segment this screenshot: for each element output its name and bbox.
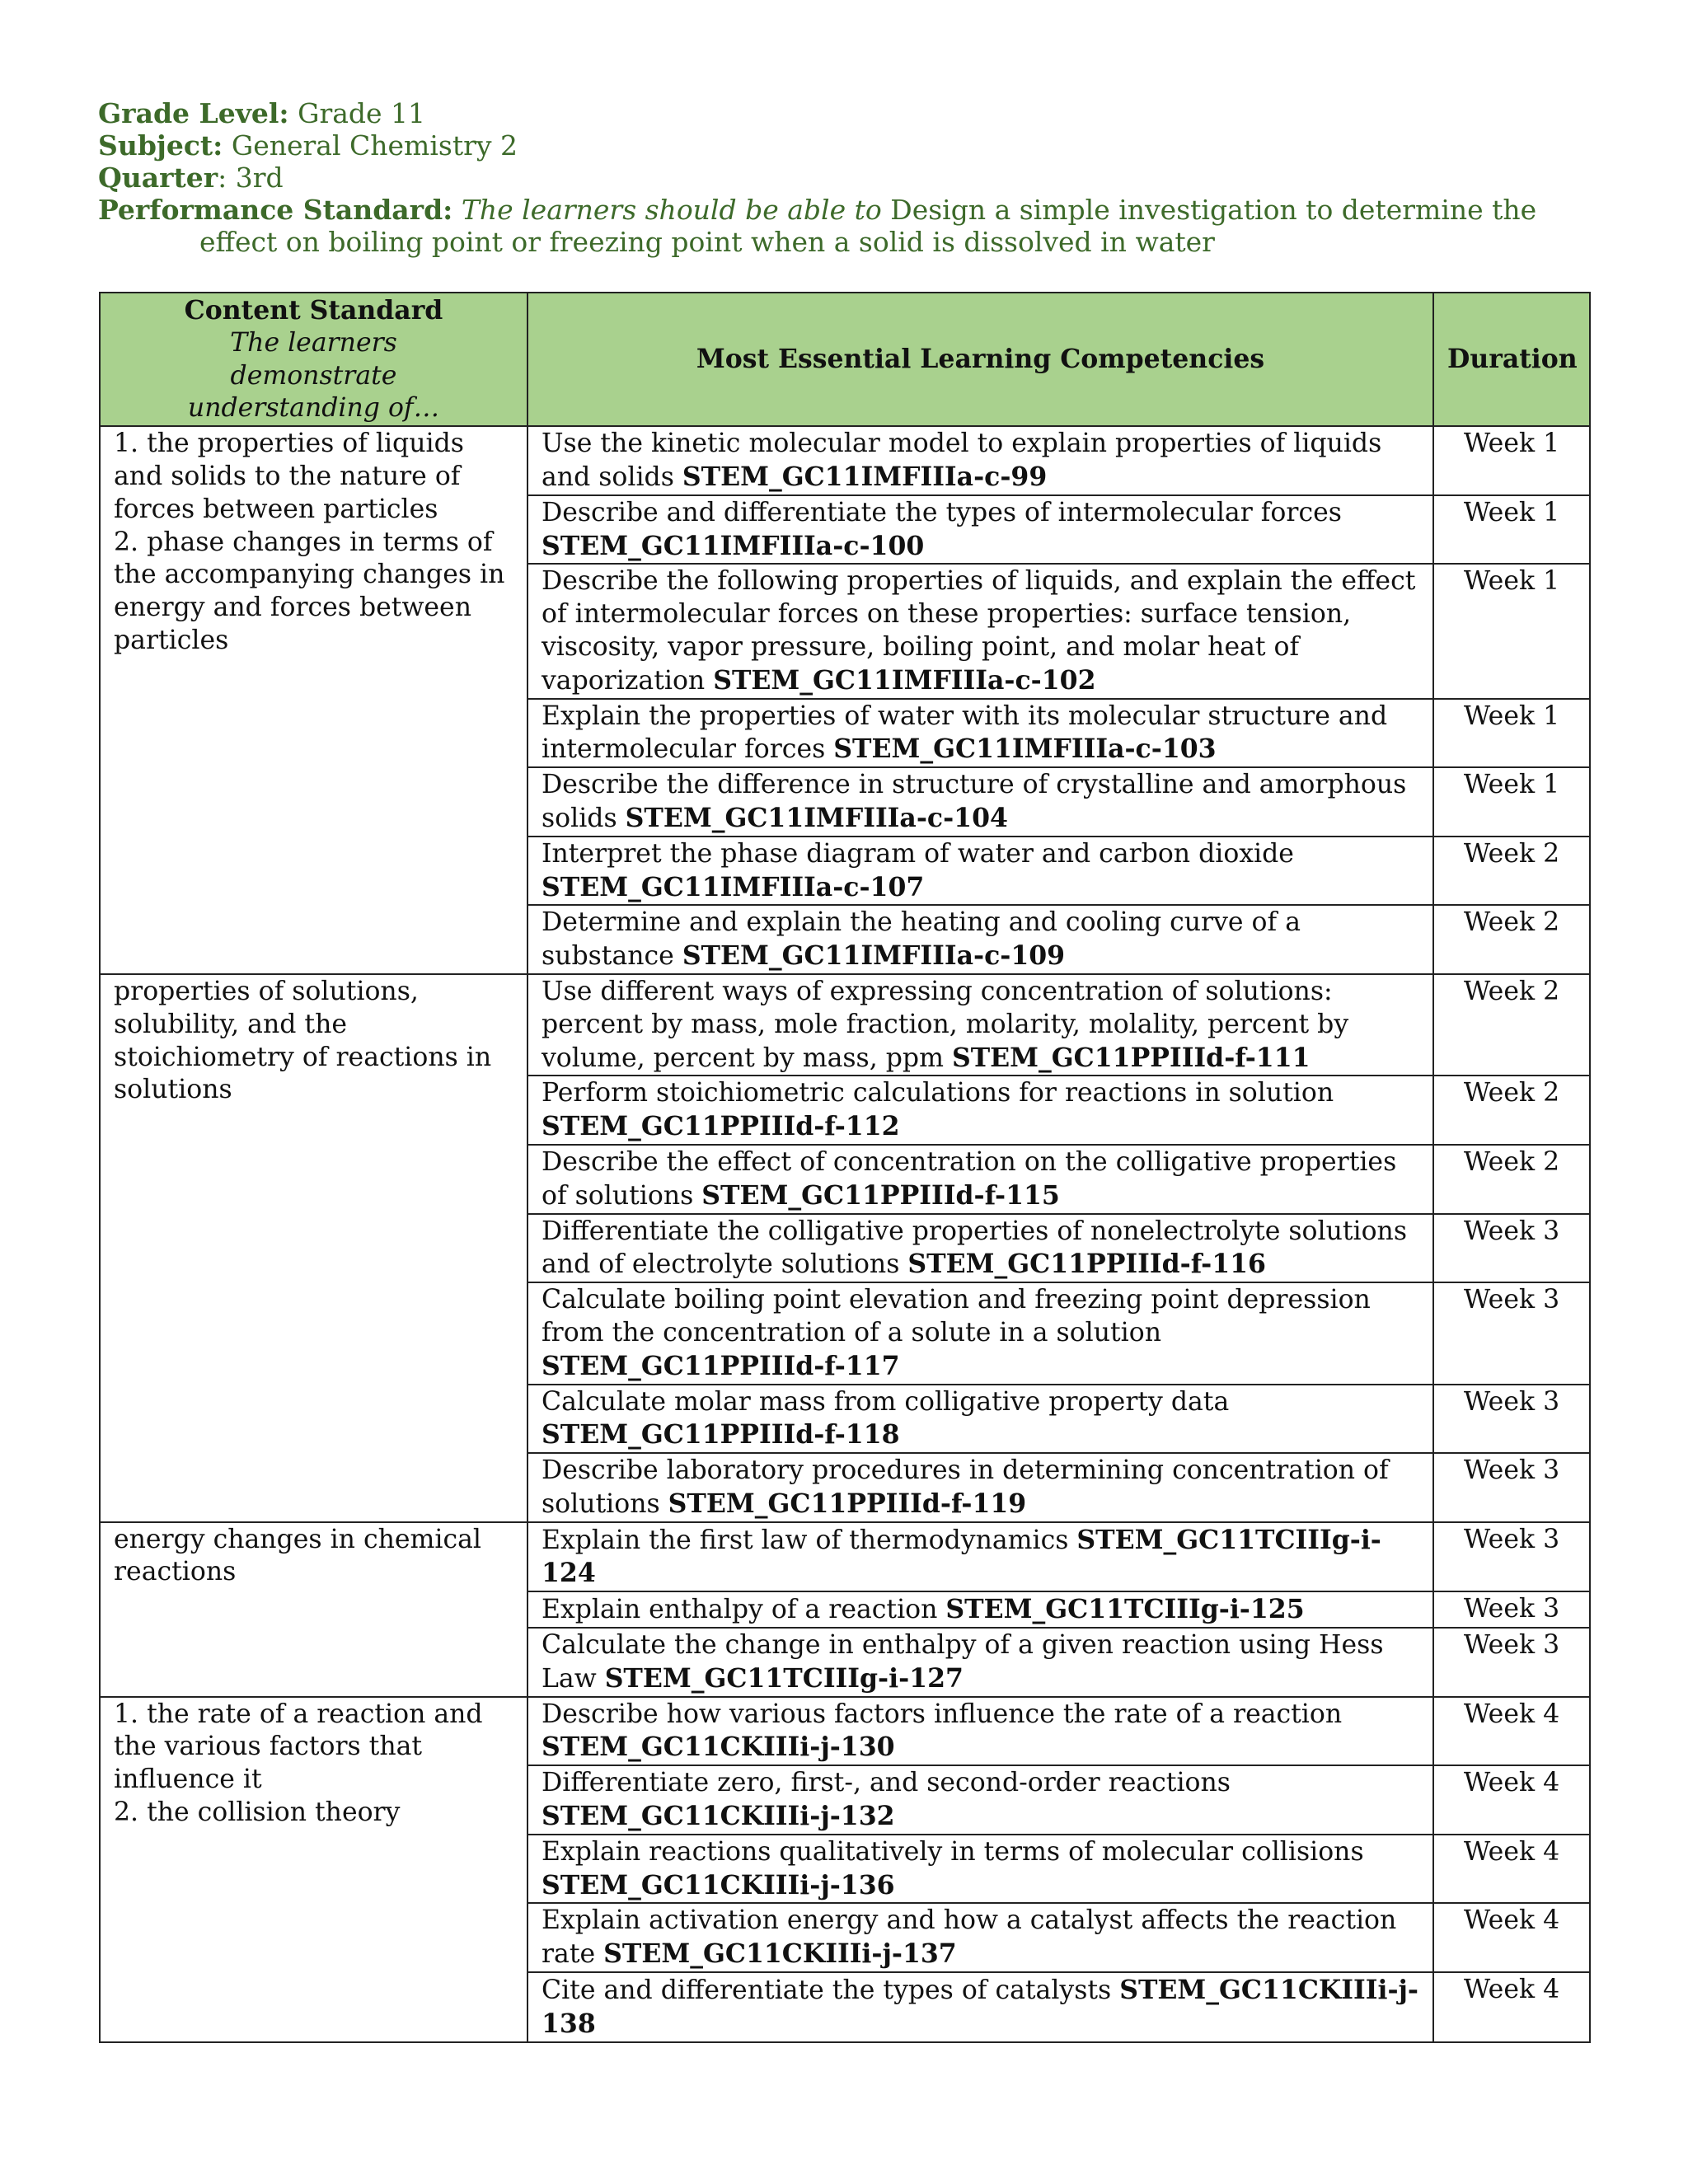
content-standard-text: properties of solutions, solubility, and the stoichiometry of reactions in solutions [114, 976, 492, 1105]
content-standard-text: 2. the collision theory [114, 1797, 401, 1828]
competency-text: Determine and explain the heating and cooling curve of a substance [542, 907, 1301, 972]
competency-cell [528, 1214, 1433, 1283]
competency-text: Cite and differentiate the types of catalysts [542, 1975, 1120, 2006]
competency-code: STEM_GC11PPIIId-f-117 [542, 1350, 900, 1381]
competency-text: Perform stoichiometric calculations for reactions in solution [542, 1078, 1334, 1108]
competency-text: Explain the first law of thermodynamics [542, 1525, 1077, 1555]
duration-cell: Week 2 [1433, 974, 1590, 1076]
document-header [98, 97, 1598, 258]
duration-cell: Week 1 [1433, 426, 1590, 495]
subject-label: Subject: [98, 129, 223, 162]
duration-cell: Week 1 [1433, 495, 1590, 565]
competency-cell [528, 837, 1433, 906]
table-row [100, 1697, 1590, 1766]
competency-cell [528, 1385, 1433, 1454]
performance-standard-text: Design a simple investigation to determine the effect on boiling point or freezing point when a solid is dissolved in water [199, 194, 1537, 258]
competency-cell [528, 1076, 1433, 1145]
duration-cell: Week 3 [1433, 1453, 1590, 1522]
competency-text: Calculate molar mass from colligative property data [542, 1386, 1230, 1417]
competency-code: STEM_GC11PPIIId-f-115 [701, 1179, 1060, 1211]
competency-text: Calculate the change in enthalpy of a given reaction using Hess Law [542, 1630, 1384, 1694]
competency-text: Describe the effect of concentration on the colligative properties of solutions [542, 1146, 1397, 1211]
duration-cell: Week 4 [1433, 1972, 1590, 2042]
competency-cell [528, 1903, 1433, 1972]
duration-cell: Week 1 [1433, 699, 1590, 768]
competency-code: STEM_GC11PPIIId-f-116 [907, 1249, 1266, 1280]
duration-cell: Week 2 [1433, 837, 1590, 906]
competency-code: STEM_GC11TCIIIg-i-127 [604, 1662, 964, 1694]
competency-cell [528, 1835, 1433, 1904]
competency-text: Describe and differentiate the types of intermolecular forces [542, 497, 1342, 527]
competency-cell [528, 767, 1433, 837]
content-standard-cell [100, 974, 528, 1522]
competency-code: STEM_GC11IMFIIIa-c-100 [542, 530, 925, 561]
competency-code: STEM_GC11PPIIId-f-119 [668, 1488, 1027, 1519]
competency-text: Use different ways of expressing concentration of solutions: percent by mass, mole fraction, molarity, molality, percent by volume, percent by mass, ppm [542, 976, 1349, 1073]
competency-text: Explain enthalpy of a reaction [542, 1595, 946, 1625]
competency-cell [528, 699, 1433, 768]
duration-cell: Week 3 [1433, 1282, 1590, 1384]
duration-header: Duration [1433, 293, 1590, 426]
content-standard-text: 2. phase changes in terms of the accompanying changes in energy and forces between particles [114, 527, 505, 655]
competency-cell [528, 426, 1433, 495]
competency-cell [528, 1628, 1433, 1697]
competencies-header: Most Essential Learning Competencies [528, 293, 1433, 426]
competency-code: STEM_GC11CKIIIi-j-132 [542, 1801, 895, 1832]
competency-code: STEM_GC11IMFIIIa-c-102 [713, 664, 1096, 696]
duration-cell: Week 4 [1433, 1765, 1590, 1835]
competency-cell [528, 1453, 1433, 1522]
competency-cell [528, 495, 1433, 565]
competency-text: Describe how various factors influence the rate of a reaction [542, 1699, 1343, 1729]
competency-cell [528, 1282, 1433, 1384]
quarter-label: Quarter [98, 162, 218, 194]
competency-text: Describe the following properties of liquids, and explain the effect of intermolecular forces on these properties: surface tension, viscosity, vapor pressure, boiling point, and molar heat of vaporization [542, 566, 1416, 696]
content-standard-title: Content Standard [184, 295, 443, 326]
duration-cell: Week 3 [1433, 1522, 1590, 1592]
competency-text: Interpret the phase diagram of water and carbon dioxide [542, 838, 1294, 869]
subject-line [98, 129, 1598, 162]
table-row [100, 426, 1590, 495]
competency-cell [528, 1522, 1433, 1592]
duration-cell: Week 3 [1433, 1214, 1590, 1283]
content-standard-header [100, 293, 528, 426]
competency-code: STEM_GC11IMFIIIa-c-109 [682, 940, 1066, 972]
duration-cell: Week 1 [1433, 564, 1590, 698]
competency-cell [528, 1591, 1433, 1628]
competency-cell [528, 564, 1433, 698]
table-row [100, 974, 1590, 1076]
content-standard-text: 1. the rate of a reaction and the various factors that influence it [114, 1699, 483, 1795]
duration-cell: Week 3 [1433, 1385, 1590, 1454]
content-standard-cell [100, 1697, 528, 2042]
table-body [100, 426, 1590, 2041]
grade-level-line [98, 97, 1598, 129]
competency-code: STEM_GC11IMFIIIa-c-104 [625, 802, 1008, 833]
competency-code: STEM_GC11IMFIIIa-c-103 [833, 733, 1217, 765]
competency-code: STEM_GC11PPIIId-f-112 [542, 1111, 900, 1142]
performance-standard [98, 194, 1598, 258]
competency-code: STEM_GC11PPIIId-f-118 [542, 1419, 900, 1451]
competency-text: Differentiate zero, first-, and second-order reactions [542, 1768, 1231, 1798]
competency-code: STEM_GC11IMFIIIa-c-107 [542, 871, 925, 902]
table-header-row [100, 293, 1590, 426]
competency-text: Calculate boiling point elevation and freezing point depression from the concentration of a solute in a solution [542, 1285, 1371, 1347]
performance-standard-label: Performance Standard: [98, 194, 453, 226]
content-standard-text: 1. the properties of liquids and solids to the nature of forces between particles [114, 429, 464, 524]
duration-cell: Week 2 [1433, 1145, 1590, 1214]
competency-text: Explain reactions qualitatively in terms of molecular collisions [542, 1836, 1364, 1867]
competency-text: Differentiate the colligative properties of nonelectrolyte solutions and of electrolyte solutions [542, 1216, 1408, 1280]
grade-level-value: Grade 11 [288, 97, 426, 129]
competency-text: Explain the properties of water with its molecular structure and intermolecular forces [542, 701, 1388, 765]
table-row [100, 1522, 1590, 1592]
duration-cell: Week 4 [1433, 1903, 1590, 1972]
competency-code: STEM_GC11TCIIIg-i-125 [945, 1594, 1305, 1625]
duration-cell: Week 3 [1433, 1628, 1590, 1697]
competency-cell [528, 1145, 1433, 1214]
competency-cell [528, 905, 1433, 974]
content-standard-cell [100, 426, 528, 974]
duration-cell: Week 2 [1433, 1076, 1590, 1145]
duration-cell: Week 4 [1433, 1835, 1590, 1904]
competency-cell [528, 1972, 1433, 2042]
competency-code: STEM_GC11CKIIIi-j-136 [542, 1869, 895, 1900]
competency-text: Describe the difference in structure of crystalline and amorphous solids [542, 770, 1407, 833]
competency-code: STEM_GC11CKIIIi-j-137 [603, 1938, 957, 1970]
content-standard-cell [100, 1522, 528, 1697]
duration-cell: Week 1 [1433, 767, 1590, 837]
competency-code: STEM_GC11CKIIIi-j-138 [542, 1975, 1419, 2039]
grade-level-label: Grade Level: [98, 97, 289, 129]
duration-cell: Week 3 [1433, 1591, 1590, 1628]
competency-cell [528, 1697, 1433, 1766]
competency-code: STEM_GC11TCIIIg-i-124 [542, 1524, 1381, 1589]
competency-code: STEM_GC11PPIIId-f-111 [951, 1042, 1311, 1073]
competency-text: Describe laboratory procedures in determining concentration of solutions [542, 1455, 1389, 1519]
duration-cell: Week 4 [1433, 1697, 1590, 1766]
content-standard-text: energy changes in chemical reactions [114, 1524, 481, 1587]
competency-text: Use the kinetic molecular model to explain properties of liquids and solids [542, 429, 1382, 492]
quarter-line [98, 162, 1598, 194]
competency-text: Explain activation energy and how a catalyst affects the reaction rate [542, 1905, 1397, 1970]
duration-cell: Week 2 [1433, 905, 1590, 974]
quarter-value: : 3rd [218, 162, 284, 194]
content-standard-subtitle: The learners demonstrate understanding of… [187, 327, 440, 424]
competency-cell [528, 974, 1433, 1076]
melc-table [99, 292, 1591, 2043]
performance-standard-italic: The learners should be able to [461, 194, 882, 226]
competency-code: STEM_GC11CKIIIi-j-130 [542, 1732, 895, 1763]
competency-cell [528, 1765, 1433, 1835]
competency-code: STEM_GC11IMFIIIa-c-99 [682, 461, 1048, 492]
subject-value: General Chemistry 2 [223, 129, 518, 162]
